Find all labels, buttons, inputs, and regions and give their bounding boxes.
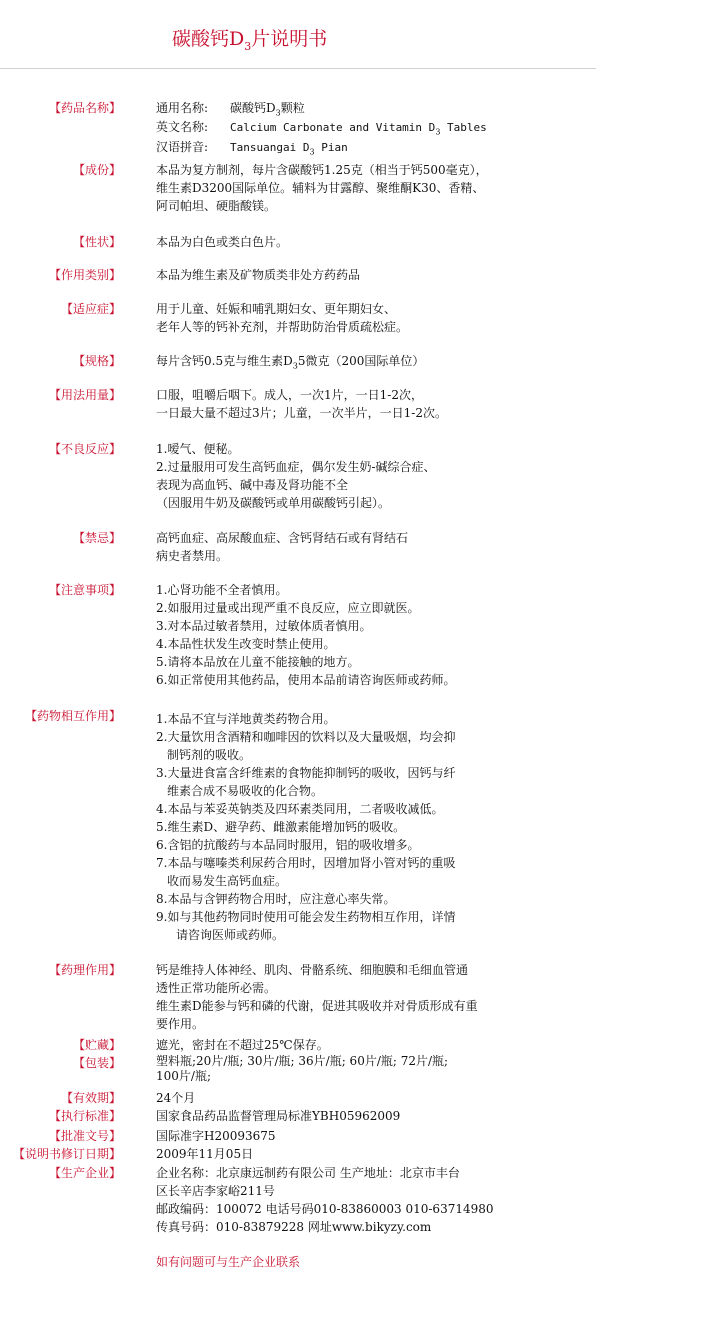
- interactions-text: 1.本品不宜与洋地黄类药物合用。 2.大量饮用含酒精和咖啡因的饮料以及大量吸烟，均会抑 制钙剂的吸收。 3.大量进食富含纤维素的食物能抑制钙的吸收，因钙与纤 维素合成不易吸收的化合物。 4.本品与苯妥英钠类及四环素类同用，二者吸收减低。 5.维生素D、避孕药、雌激素能增加钙的吸收。 6.含铝的抗酸药与本品同时服用，铝的吸收增多。 7.本品与噻嗪类利尿药合用时，因增加肾小管对钙的重吸 收而易发生高钙血症。 8.本品与含钾药物合用时，应注意心率失常。 9.如与其他药物同时使用可能会发生药物相互作用，详情 请咨询医师或药师。: [156, 712, 456, 942]
- standard-label: 【执行标准】: [48, 1109, 121, 1123]
- usage-text: 口服，咀嚼后咽下。成人，一次1片，一日1-2次， 一日最大量不超过3片；儿童，一次半片，一日1-2次。: [156, 388, 447, 420]
- header-divider: [0, 68, 596, 69]
- package-label: 【包装】: [72, 1056, 121, 1070]
- pharmacology-label: 【药理作用】: [48, 963, 121, 977]
- indications-label: 【适应症】: [60, 302, 121, 316]
- generic-name-row: 通用名称: 碳酸钙$D_3$颗粒: [156, 101, 305, 118]
- validity-label: 【有效期】: [60, 1091, 121, 1105]
- contact-note: 如有问题可与生产企业联系: [156, 1255, 301, 1269]
- document-title: 碳酸钙$D_3$片说明书: [172, 28, 328, 53]
- storage-text: 遮光，密封在不超过25℃保存。: [156, 1038, 329, 1052]
- approval-label: 【批准文号】: [48, 1129, 121, 1143]
- contraindications-label: 【禁忌】: [72, 531, 121, 545]
- properties-text: 本品为白色或类白色片。: [156, 235, 289, 249]
- validity-text: 24个月: [156, 1091, 196, 1105]
- interactions-label: 【药物相互作用】: [24, 709, 121, 723]
- pharmacology-text: 钙是维持人体神经、肌肉、骨骼系统、细胞膜和毛细血管通 透性正常功能所必需。 维生素D能参与钙和磷的代谢，促进其吸收并对骨质形成有重 要作用。: [156, 963, 478, 1031]
- manufacturer-label: 【生产企业】: [48, 1166, 121, 1180]
- package-text: 塑料瓶;20片/瓶; 30片/瓶; 36片/瓶; 60片/瓶; 72片/瓶; 100片/瓶;: [156, 1054, 449, 1083]
- spec-label: 【规格】: [72, 354, 121, 368]
- drug-name-label: 【药品名称】: [48, 101, 121, 115]
- adverse-text: 1.嗳气、便秘。 2.过量服用可发生高钙血症，偶尔发生奶-碱综合症、 表现为高血钙、碱中毒及肾功能不全 （因服用牛奶及碳酸钙或单用碳酸钙引起）。: [156, 442, 436, 510]
- manufacturer-text: 企业名称：北京康远制药有限公司 生产地址：北京市丰台 区长辛店李家峪211号 邮政编码：100072 电话号码010-83860003 010-63714980 传真号码：010-83879228 网址www.bikyzy.com: [156, 1166, 494, 1234]
- category-text: 本品为维生素及矿物质类非处方药药品: [156, 268, 361, 282]
- revision-text: 2009年11月05日: [156, 1147, 254, 1161]
- approval-text: 国际准字H20093675: [156, 1129, 276, 1143]
- standard-text: 国家食品药品监督管理局标准YBH05962009: [156, 1109, 401, 1123]
- storage-label: 【贮藏】: [72, 1038, 121, 1052]
- precautions-text: 1.心肾功能不全者慎用。 2.如服用过量或出现严重不良反应，应立即就医。 3.对本品过敏者禁用，过敏体质者慎用。 4.本品性状发生改变时禁止使用。 5.请将本品放在儿童不能接触的地方。 6.如正常使用其他药品，使用本品前请咨询医师或药师。: [156, 583, 456, 687]
- composition-text: 本品为复方制剂，每片含碳酸钙1.25克（相当于钙500毫克）， 维生素D3200国际单位。辅料为甘露醇、聚维酮K30、香精、 阿司帕坦、硬脂酸镁。: [156, 163, 488, 213]
- english-name-row: 英文名称: Calcium Carbonate and Vitamin $D_3$ Tables: [156, 120, 487, 137]
- category-label: 【作用类别】: [48, 268, 121, 282]
- composition-label: 【成份】: [72, 163, 121, 177]
- usage-label: 【用法用量】: [48, 388, 121, 402]
- spec-text: 每片含钙0.5克与维生素$D_35$微克（200国际单位）: [156, 354, 425, 371]
- revision-label: 【说明书修订日期】: [12, 1147, 121, 1161]
- adverse-label: 【不良反应】: [48, 442, 121, 456]
- precautions-label: 【注意事项】: [48, 583, 121, 597]
- indications-text: 用于儿童、妊娠和哺乳期妇女、更年期妇女、 老年人等的钙补充剂，并帮助防治骨质疏松症。: [156, 302, 409, 334]
- properties-label: 【性状】: [72, 235, 121, 249]
- pinyin-name-row: 汉语拼音: Tansuangai $D_3$ Pian: [156, 139, 348, 157]
- contraindications-text: 高钙血症、高尿酸血症、含钙肾结石或有肾结石 病史者禁用。: [156, 531, 409, 563]
